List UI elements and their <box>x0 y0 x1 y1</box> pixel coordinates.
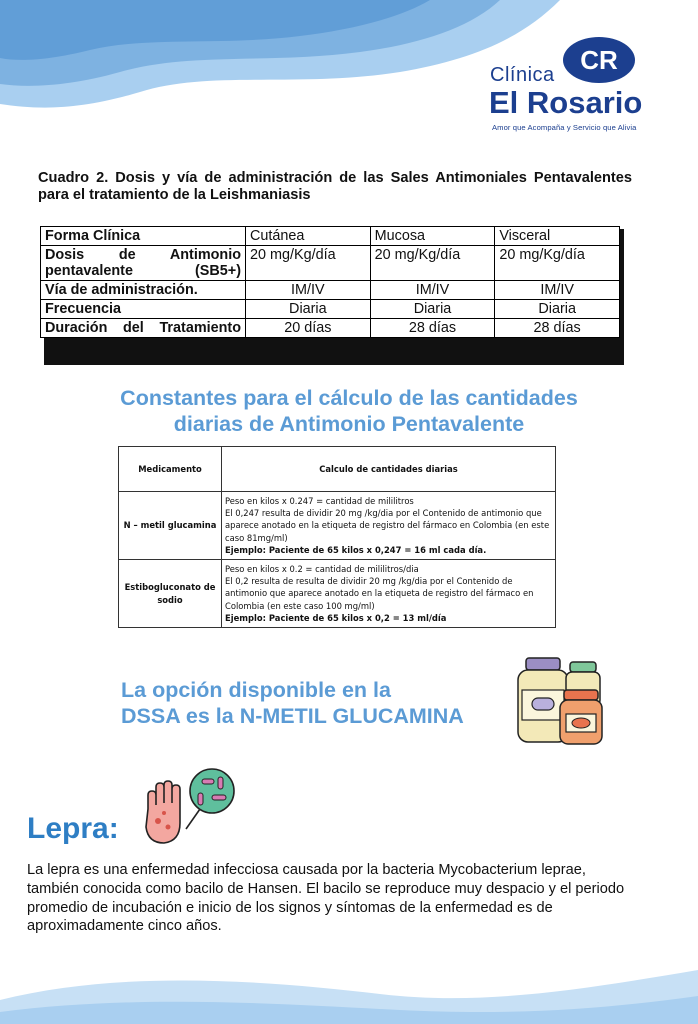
medication-name: Estibogluconato de sodio <box>119 560 222 628</box>
constants-section-title <box>40 385 658 437</box>
table-cell: 20 días <box>246 319 371 338</box>
calculation-example: Ejemplo: Paciente de 65 kilos x 0,247 = 16 ml cada día. <box>225 544 487 555</box>
calculation-table <box>118 446 556 628</box>
table-cell: IM/IV <box>246 281 371 300</box>
row-label-text: Dosis de Antimonio pentavalente (SB5+) <box>45 247 242 279</box>
calculation-example: Ejemplo: Paciente de 65 kilos x 0,2 = 13 ml/día <box>225 612 447 623</box>
table-cell: Diaria <box>370 300 495 319</box>
lepra-title: Lepra: <box>27 812 119 845</box>
table-cell: IM/IV <box>495 281 620 300</box>
calculation-cell <box>222 492 556 560</box>
hand-bacteria-icon <box>140 765 236 847</box>
section-title-line: Constantes para el cálculo de las cantidades <box>120 386 578 410</box>
calculation-formula: Peso en kilos x 0.247 = cantidad de mililitros <box>225 496 414 506</box>
logo-tagline: Amor que Acompaña y Servicio que Alivia <box>492 123 637 132</box>
table-cell: Diaria <box>495 300 620 319</box>
bottom-wave-decoration <box>0 950 698 1024</box>
table-row <box>41 281 620 300</box>
logo-clinica-text: Clínica <box>490 64 555 86</box>
table-row-label: Vía de administración. <box>41 281 246 300</box>
medication-name: N – metil glucamina <box>119 492 222 560</box>
table-header-cell: Cutánea <box>246 227 371 246</box>
table-header-cell: Mucosa <box>370 227 495 246</box>
table-cell: 28 días <box>370 319 495 338</box>
calculation-formula: Peso en kilos x 0.2 = cantidad de mililitros/dia <box>225 564 419 575</box>
logo-monogram: CR <box>580 45 618 75</box>
table-row-label: Frecuencia <box>41 300 246 319</box>
table-cell: Diaria <box>246 300 371 319</box>
table-row <box>119 560 556 628</box>
cuadro-title: Cuadro 2. Dosis y vía de administración de las Sales Antimoniales Pentavalentes para el tratamiento de la Leishmaniasis <box>38 170 632 203</box>
table-row <box>41 319 620 338</box>
table-header-cell: Medicamento <box>119 447 222 492</box>
dosage-table <box>40 226 620 338</box>
table-header-cell: Visceral <box>495 227 620 246</box>
option-line: DSSA es la N-METIL GLUCAMINA <box>121 704 464 728</box>
calculation-cell <box>222 560 556 628</box>
table-header-cell: Calculo de cantidades diarias <box>222 447 556 492</box>
table-row <box>41 246 620 281</box>
table-row-label <box>41 319 246 338</box>
table-row-label <box>41 246 246 281</box>
medicine-bottles-icon <box>512 656 606 748</box>
table-header-row <box>41 227 620 246</box>
table-cell: 20 mg/Kg/día <box>246 246 371 281</box>
clinic-logo-icon <box>562 36 636 84</box>
table-row <box>41 300 620 319</box>
logo-name-text: El Rosario <box>489 85 643 120</box>
table-header-cell: Forma Clínica <box>41 227 246 246</box>
calculation-explanation: El 0,2 resulta de resulta de dividir 20 mg /kg/dia por el Contenido de antimonio que aparece anotado en la etiqueta de registro del fármaco en Colombia (en este caso 100 mg/ml) <box>225 576 534 611</box>
table-cell: 20 mg/Kg/día <box>495 246 620 281</box>
section-title-line: diarias de Antimonio Pentavalente <box>173 412 525 436</box>
table-cell: IM/IV <box>370 281 495 300</box>
table-cell: 28 días <box>495 319 620 338</box>
available-option-text <box>121 677 464 729</box>
lepra-description: La lepra es una enfermedad infecciosa causada por la bacteria Mycobacterium leprae, también conocida como bacilo de Hansen. El bacilo se reproduce muy despacio y el periodo promedio de incubación e inicio de los signos y síntomas de la enfermedad es de aproximadamente cinco años. <box>27 862 625 935</box>
table-row <box>119 492 556 560</box>
row-label-text: Duración del Tratamiento <box>45 320 242 336</box>
table-cell: 20 mg/Kg/día <box>370 246 495 281</box>
table-header-row <box>119 447 556 492</box>
calculation-explanation: El 0,247 resulta de dividir 20 mg /kg/dia por el Contenido de antimonio que aparece anotado en la etiqueta de registro del fármaco en Colombia (en este caso 81mg/ml) <box>225 508 550 543</box>
option-line: La opción disponible en la <box>121 678 391 702</box>
